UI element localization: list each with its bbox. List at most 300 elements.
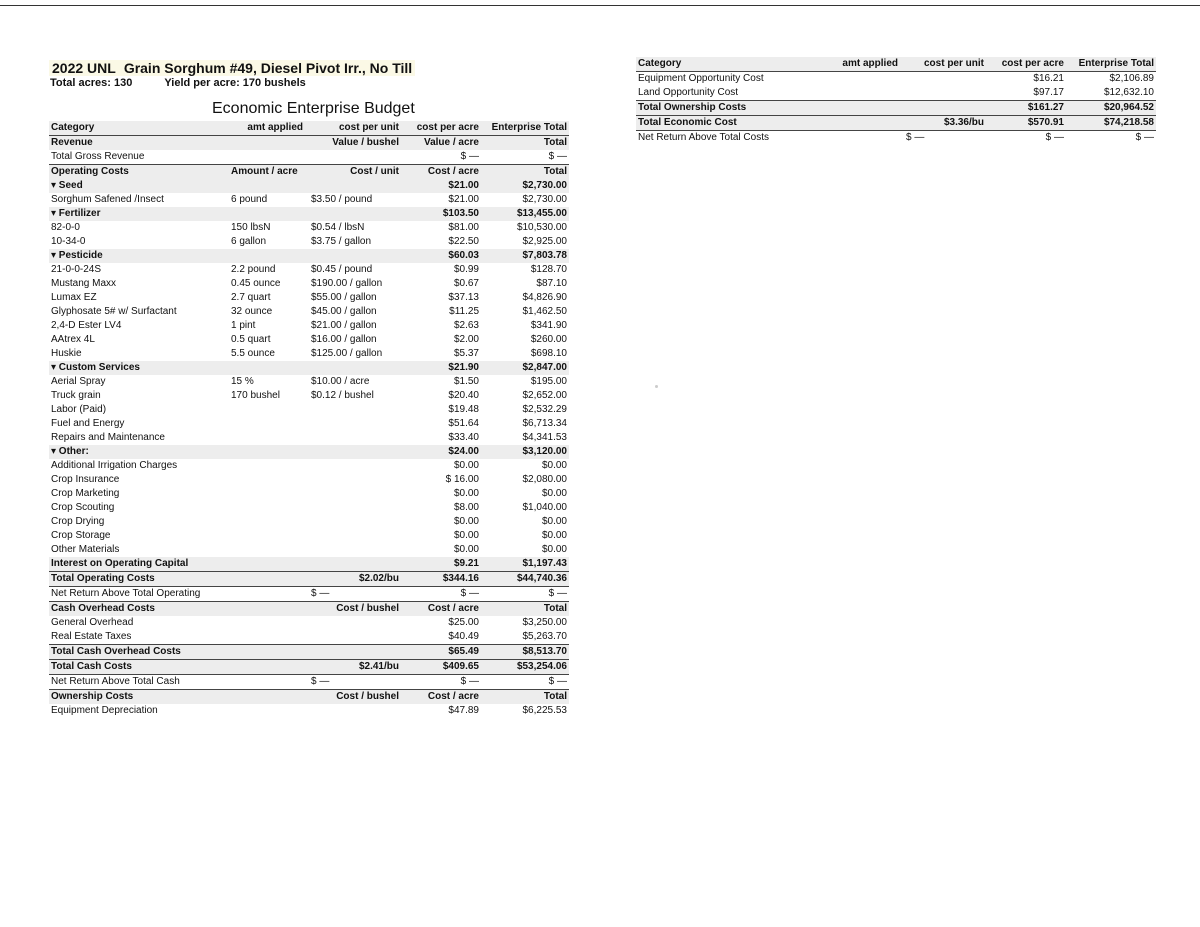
table-cell [225,660,305,675]
table-cell: ▾ Other: [49,445,225,459]
report-crop: Grain Sorghum #49, Diesel Pivot Irr., No Till [123,60,413,76]
table-cell: Additional Irrigation Charges [51,460,178,471]
table-row [49,235,569,249]
report-title [49,60,415,76]
table-cell: Equipment Depreciation [51,705,158,716]
table-cell: General Overhead [51,617,134,628]
table-cell: Other Materials [51,544,120,555]
table-cell [305,515,401,529]
table-cell: Cost / bushel [305,602,401,617]
table-cell: 0.5 quart [231,334,271,345]
table-cell: $341.90 [530,320,567,331]
table-cell: $2.02/bu [305,572,401,587]
table-cell: $ — [460,676,479,687]
table-cell: Total Gross Revenue [51,151,145,162]
table-cell [225,543,305,557]
table-cell: $ — [548,151,567,162]
table-row [49,690,569,705]
table-cell: Real Estate Taxes [51,631,132,642]
table-row [49,543,569,557]
table-cell: $2,730.00 [481,179,569,193]
table-cell: $1.50 [453,376,479,387]
table-cell: Crop Marketing [51,488,120,499]
table-cell: $ — [311,588,330,599]
table-cell: Interest on Operating Capital [49,557,225,572]
table-row [636,72,1156,87]
table-cell: $0.00 [541,544,567,555]
continued-table-header [636,57,1156,72]
col-enterprise-total: Enterprise Total [1066,57,1156,72]
table-cell: 5.5 ounce [231,348,275,359]
table-cell: $51.64 [448,418,479,429]
table-cell: $344.16 [401,572,481,587]
table-row [49,487,569,501]
table-cell: $24.00 [401,445,481,459]
table-cell: $3.50 / pound [311,194,373,205]
table-cell: $10.00 / acre [311,376,370,387]
table-cell: $1,462.50 [522,306,567,317]
table-cell: Truck grain [51,390,101,401]
table-cell: $ — [1135,132,1154,143]
table-row [49,459,569,473]
table-cell [305,207,401,221]
table-cell: 2,4-D Ester LV4 [51,320,122,331]
table-cell: $37.13 [448,292,479,303]
main-table-header [49,121,569,136]
table-row [49,501,569,515]
table-cell [900,101,986,116]
table-row [49,602,569,617]
table-cell: $698.10 [530,348,567,359]
table-cell: Value / acre [401,136,481,151]
table-cell [900,86,986,101]
table-cell: Total [481,165,569,180]
table-cell [305,459,401,473]
table-cell: $570.91 [986,116,1066,131]
table-row [49,515,569,529]
table-cell [225,630,305,645]
table-cell: $22.50 [448,236,479,247]
table-row [49,417,569,431]
table-cell: $53,254.06 [481,660,569,675]
table-cell: $55.00 / gallon [311,292,377,303]
table-cell: $0.00 [453,516,479,527]
table-cell [225,572,305,587]
table-cell [225,445,305,459]
table-row [49,616,569,630]
table-cell [816,101,900,116]
table-cell: $0.00 [453,530,479,541]
table-cell: Total Economic Cost [636,116,816,131]
continued-budget-table [636,57,1156,145]
table-cell: Cash Overhead Costs [49,602,225,617]
table-cell [305,150,401,165]
table-cell: Net Return Above Total Costs [638,132,769,143]
table-cell: $ — [1045,132,1064,143]
table-row [49,375,569,389]
table-cell: 32 ounce [231,306,273,317]
table-cell [816,116,900,131]
table-cell: $47.89 [448,705,479,716]
budget-heading: Economic Enterprise Budget [212,100,415,117]
table-cell: $0.00 [541,488,567,499]
report-subtitle [49,77,415,89]
table-cell [305,501,401,515]
table-cell: Land Opportunity Cost [638,87,739,98]
col-amt-applied: amt applied [225,121,305,136]
table-cell [305,403,401,417]
table-cell: $ — [460,151,479,162]
table-cell: 2.2 pound [231,264,276,275]
table-cell: Total [481,136,569,151]
col-cost-per-acre: cost per acre [986,57,1066,72]
table-cell [900,72,986,87]
table-cell: $25.00 [448,617,479,628]
table-row [49,263,569,277]
table-cell: Fuel and Energy [51,418,125,429]
table-row [49,207,569,221]
table-cell: $2,730.00 [522,194,567,205]
table-cell: $12,632.10 [1103,87,1154,98]
table-cell: Sorghum Safened /Insect [51,194,164,205]
table-row [636,131,1156,146]
table-cell: $ — [548,588,567,599]
table-cell: Crop Drying [51,516,105,527]
table-cell: $20,964.52 [1066,101,1156,116]
table-cell: $44,740.36 [481,572,569,587]
table-row [49,529,569,543]
table-cell [225,557,305,572]
scan-speck [655,385,658,388]
col-cost-per-unit: cost per unit [900,57,986,72]
table-row [636,116,1156,131]
table-cell [225,417,305,431]
scan-top-border [0,5,1200,6]
table-cell: $21.00 / gallon [311,320,377,331]
table-cell: $409.65 [401,660,481,675]
col-enterprise-total: Enterprise Total [481,121,569,136]
table-cell: $0.99 [453,264,479,275]
table-cell: $74,218.58 [1066,116,1156,131]
table-cell: Revenue [49,136,225,151]
table-cell [305,431,401,445]
table-cell: $260.00 [530,334,567,345]
table-cell [305,361,401,375]
table-cell: $1,040.00 [522,502,567,513]
continued-table-body [636,72,1156,146]
table-cell: $2.00 [453,334,479,345]
table-cell [816,131,900,146]
table-cell: $21.00 [401,179,481,193]
table-cell: $6,713.34 [522,418,567,429]
table-cell: 21-0-0-24S [51,264,102,275]
table-cell [305,249,401,263]
table-row [49,473,569,487]
table-cell: $0.00 [453,544,479,555]
table-cell [816,72,900,87]
table-cell: AAtrex 4L [51,334,95,345]
table-cell: $87.10 [536,278,567,289]
col-category: Category [636,57,816,72]
table-cell: $81.00 [448,222,479,233]
table-cell: $2,106.89 [1109,73,1154,84]
table-cell: $ — [460,588,479,599]
table-row [49,675,569,690]
table-cell [225,616,305,630]
table-row [49,660,569,675]
table-cell: ▾ Fertilizer [49,207,225,221]
table-cell: Total [481,690,569,705]
table-cell: Glyphosate 5# w/ Surfactant [51,306,177,317]
table-cell: Cost / acre [401,165,481,180]
table-cell: Huskie [51,348,82,359]
table-cell: $20.40 [448,390,479,401]
total-acres: Total acres: 130 [50,77,133,89]
table-cell [225,249,305,263]
table-cell: 1 pint [231,320,256,331]
table-cell [225,431,305,445]
table-cell: $5,263.70 [522,631,567,642]
table-cell: $33.40 [448,432,479,443]
title-block [49,60,415,89]
table-cell: $3,250.00 [522,617,567,628]
table-cell: $5.37 [453,348,479,359]
table-cell [305,529,401,543]
col-amt-applied: amt applied [816,57,900,72]
table-cell: $0.12 / bushel [311,390,374,401]
table-cell [225,403,305,417]
table-row [636,86,1156,101]
table-cell: Crop Scouting [51,502,115,513]
table-cell: 6 pound [231,194,268,205]
table-cell: $97.17 [1033,87,1064,98]
col-cost-per-acre: cost per acre [401,121,481,136]
table-cell: Crop Storage [51,530,111,541]
table-cell [225,587,305,602]
table-cell: $125.00 / gallon [311,348,383,359]
table-cell: Aerial Spray [51,376,106,387]
table-row [49,645,569,660]
table-cell [816,86,900,101]
main-table-body [49,136,569,719]
table-row [49,193,569,207]
table-row [49,572,569,587]
table-cell [225,704,305,718]
table-cell: 0.45 ounce [231,278,281,289]
col-cost-per-unit: cost per unit [305,121,401,136]
table-cell: Mustang Maxx [51,278,117,289]
table-cell [225,501,305,515]
table-row [49,221,569,235]
table-cell: $195.00 [530,376,567,387]
table-cell: $21.00 [448,194,479,205]
table-cell: $9.21 [401,557,481,572]
table-row [49,277,569,291]
table-cell [305,616,401,630]
table-cell [225,150,305,165]
table-row [49,557,569,572]
table-cell: $ — [548,676,567,687]
table-cell: 170 bushel [231,390,280,401]
table-row [49,347,569,361]
table-cell: Net Return Above Total Operating [51,588,201,599]
table-cell: $3.36/bu [900,116,986,131]
table-cell [225,207,305,221]
table-row [49,305,569,319]
table-cell: Crop Insurance [51,474,120,485]
table-cell [225,473,305,487]
table-row [49,179,569,193]
table-cell: $16.00 / gallon [311,334,377,345]
table-row [49,431,569,445]
table-cell: $0.67 [453,278,479,289]
table-cell: Operating Costs [49,165,225,180]
table-cell: Total Cash Costs [49,660,225,675]
yield-per-acre: Yield per acre: 170 bushels [164,77,306,89]
table-cell: $128.70 [530,264,567,275]
table-cell: Total [481,602,569,617]
table-cell: $4,341.53 [522,432,567,443]
table-cell: $2,847.00 [481,361,569,375]
table-cell: ▾ Seed [49,179,225,193]
col-category: Category [49,121,225,136]
table-cell: $8,513.70 [481,645,569,660]
table-cell: $ — [906,132,925,143]
table-cell [225,136,305,151]
table-row [49,333,569,347]
table-cell [225,515,305,529]
table-cell: Ownership Costs [49,690,225,705]
table-cell: $0.00 [541,460,567,471]
table-row [49,291,569,305]
table-cell: Lumax EZ [51,292,97,303]
table-cell: $60.03 [401,249,481,263]
table-cell: Amount / acre [225,165,305,180]
table-cell: $0.00 [453,488,479,499]
report-year-program: 2022 UNL [52,60,116,76]
table-row [49,150,569,165]
table-cell: $0.00 [453,460,479,471]
table-cell [305,179,401,193]
table-cell: Total Operating Costs [49,572,225,587]
table-cell: Total Ownership Costs [636,101,816,116]
table-cell: Net Return Above Total Cash [51,676,180,687]
table-cell: 2.7 quart [231,292,271,303]
table-cell: 6 gallon [231,236,267,247]
table-row [49,389,569,403]
table-cell [225,179,305,193]
table-cell: $11.25 [449,306,479,317]
table-row [49,445,569,459]
table-cell: $0.45 / pound [311,264,373,275]
table-row [636,101,1156,116]
table-cell: Equipment Opportunity Cost [638,73,764,84]
table-cell: $40.49 [448,631,479,642]
table-row [49,587,569,602]
table-cell [225,690,305,705]
table-cell [305,557,401,572]
table-cell [225,361,305,375]
table-row [49,630,569,645]
table-cell: $2,532.29 [522,404,567,415]
table-cell [305,445,401,459]
table-cell [305,543,401,557]
table-cell [225,602,305,617]
table-row [49,704,569,718]
table-cell [225,529,305,543]
table-cell: ▾ Pesticide [49,249,225,263]
table-cell: $0.00 [541,516,567,527]
table-cell: $45.00 / gallon [311,306,377,317]
table-cell: Cost / unit [305,165,401,180]
table-cell: $ 16.00 [445,474,479,485]
table-cell [305,645,401,660]
table-cell: $13,455.00 [481,207,569,221]
table-cell: $3.75 / gallon [311,236,372,247]
table-cell: $4,826.90 [522,292,567,303]
table-cell: $2.41/bu [305,660,401,675]
table-cell: $103.50 [401,207,481,221]
table-cell: $16.21 [1033,73,1064,84]
table-cell: 82-0-0 [51,222,80,233]
table-cell: $ — [311,676,330,687]
table-cell: 15 % [231,376,254,387]
table-cell: Total Cash Overhead Costs [49,645,225,660]
table-cell [225,645,305,660]
table-cell: $2,652.00 [522,390,567,401]
table-cell: Labor (Paid) [51,404,107,415]
table-cell [305,704,401,718]
table-cell: 150 lbsN [231,222,271,233]
table-row [49,136,569,151]
table-cell: Cost / bushel [305,690,401,705]
table-cell: Cost / acre [401,690,481,705]
table-cell [225,487,305,501]
table-cell: $6,225.53 [522,705,567,716]
table-cell: $2,080.00 [522,474,567,485]
table-cell [305,487,401,501]
table-cell: $3,120.00 [481,445,569,459]
table-row [49,165,569,180]
table-cell: Cost / acre [401,602,481,617]
table-row [49,249,569,263]
table-cell: $1,197.43 [481,557,569,572]
table-cell: $2.63 [453,320,479,331]
table-row [49,403,569,417]
table-cell: Value / bushel [305,136,401,151]
table-cell: $65.49 [401,645,481,660]
table-row [49,361,569,375]
table-cell: $2,925.00 [522,236,567,247]
table-cell: $10,530.00 [516,222,567,233]
table-cell: $161.27 [986,101,1066,116]
table-cell: $8.00 [453,502,479,513]
table-cell [305,473,401,487]
table-cell [225,459,305,473]
table-cell [305,630,401,645]
table-cell: 10-34-0 [51,236,86,247]
table-cell: $19.48 [448,404,479,415]
table-cell: $190.00 / gallon [311,278,383,289]
table-cell: Repairs and Maintenance [51,432,165,443]
table-cell [305,417,401,431]
main-budget-table [49,121,569,718]
table-cell: $7,803.78 [481,249,569,263]
table-cell: $0.54 / lbsN [311,222,365,233]
table-cell: $0.00 [541,530,567,541]
table-cell [225,675,305,690]
table-row [49,319,569,333]
